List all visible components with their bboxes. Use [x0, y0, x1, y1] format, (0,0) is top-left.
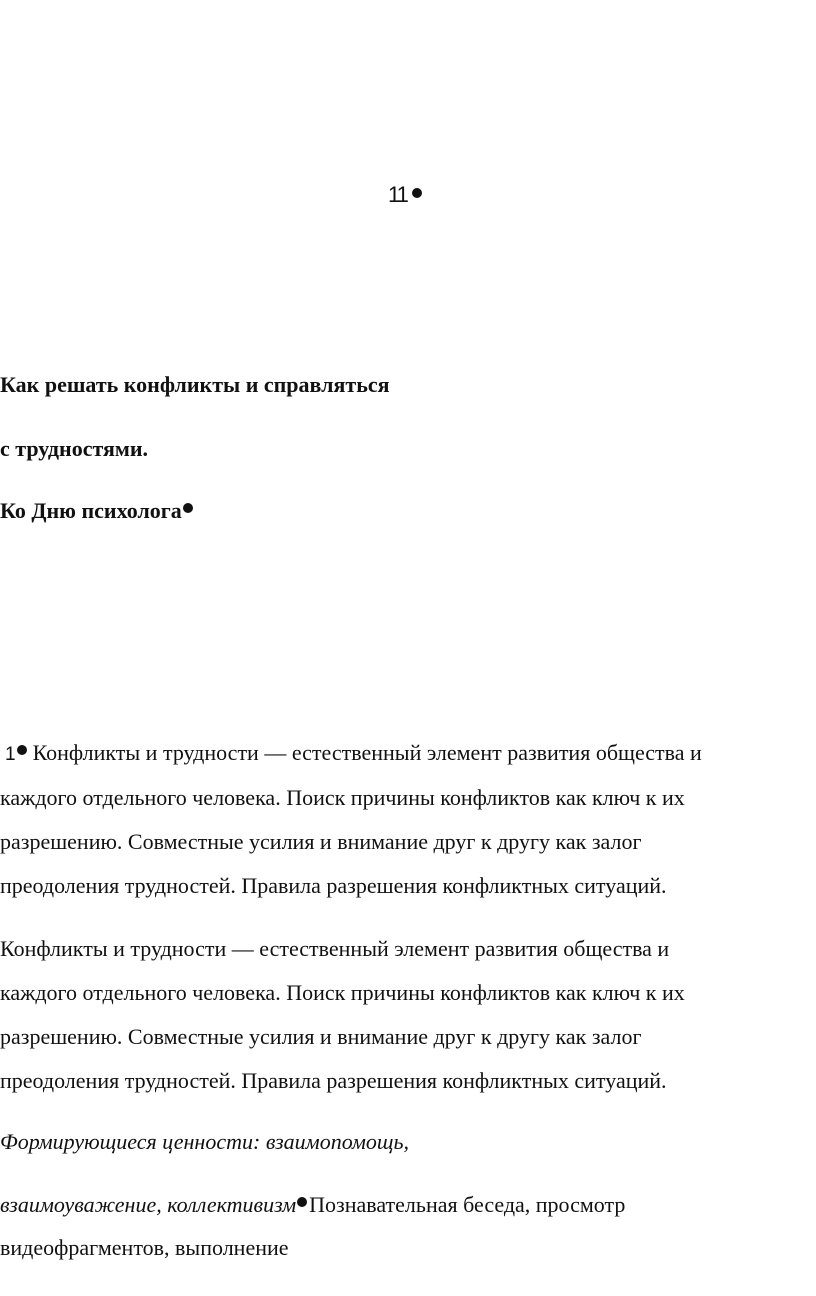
bullet-icon	[412, 188, 422, 198]
bullet-icon	[17, 745, 27, 755]
values-line-1: Формирующиеся ценности: взаимопомощь,	[0, 1129, 410, 1154]
paragraph-1-line-3: разрешению. Совместные усилия и внимание друг к другу как залог	[0, 829, 642, 854]
heading-line-2: с трудностями.	[0, 436, 149, 461]
values-line-2-italic: взаимоуважение, коллективизм	[0, 1192, 297, 1217]
bullet-icon	[297, 1197, 307, 1207]
page-number-text: 11	[388, 182, 407, 207]
paragraph-1-line-1	[0, 740, 702, 766]
values-line-2	[0, 1192, 625, 1218]
item-number: 1	[5, 744, 16, 765]
page-number	[388, 182, 422, 208]
values-line-2-rest: Познавательная беседа, просмотр	[309, 1192, 626, 1217]
heading-line-1: Как решать конфликты и справляться	[0, 372, 390, 397]
heading-line-3-text: Ко Дню психолога	[0, 498, 182, 523]
heading-line-3	[0, 498, 193, 524]
paragraph-1-line-1-text: Конфликты и трудности — естественный элемент развития общества и	[32, 740, 702, 765]
paragraph-2-line-1: Конфликты и трудности — естественный элемент развития общества и	[0, 936, 670, 961]
paragraph-2-line-3: разрешению. Совместные усилия и внимание друг к другу как залог	[0, 1024, 642, 1049]
paragraph-1-line-2: каждого отдельного человека. Поиск причины конфликтов как ключ к их	[0, 785, 685, 810]
paragraph-2-line-2: каждого отдельного человека. Поиск причины конфликтов как ключ к их	[0, 980, 685, 1005]
paragraph-2-line-4: преодоления трудностей. Правила разрешения конфликтных ситуаций.	[0, 1068, 667, 1093]
bullet-icon	[183, 503, 193, 513]
last-line: видеофрагментов, выполнение	[0, 1235, 289, 1260]
paragraph-1-line-4: преодоления трудностей. Правила разрешения конфликтных ситуаций.	[0, 873, 667, 898]
